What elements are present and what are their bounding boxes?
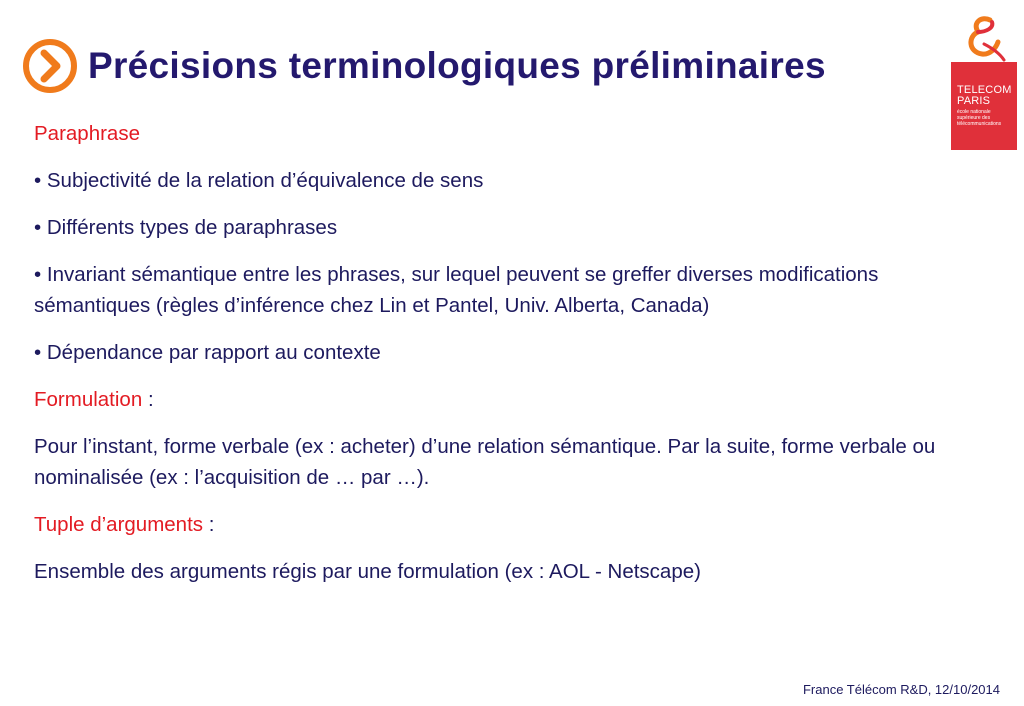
paraphrase-heading: Paraphrase <box>34 122 140 145</box>
tuple-colon: : <box>203 513 215 536</box>
logo-telecom-text: TELECOM <box>957 84 1012 96</box>
bullet-dependance: • Dépendance par rapport au contexte <box>34 341 381 364</box>
arrow-right-circle-icon <box>22 38 78 94</box>
tuple-text: Ensemble des arguments régis par une formulation (ex : AOL - Netscape) <box>34 560 701 583</box>
slide-title: Précisions terminologiques préliminaires <box>88 45 826 86</box>
bullet-types: • Différents types de paraphrases <box>34 216 338 239</box>
formulation-line <box>34 384 994 415</box>
tuple-line <box>34 509 994 540</box>
ampersand-logo-icon <box>960 14 1008 62</box>
slide-footer: France Télécom R&D, 12/10/2014 <box>802 682 1000 697</box>
formulation-text: Pour l’instant, forme verbale (ex : acheter) d’une relation sémantique. Par la suite, forme verbale ou nominalisée (ex : l’acquisition de … par …). <box>34 435 936 489</box>
tuple-heading: Tuple d’arguments <box>34 513 204 536</box>
bullet-subjectivite: • Subjectivité de la relation d’équivalence de sens <box>34 169 484 192</box>
bullet-invariant: • Invariant sémantique entre les phrases, sur lequel peuvent se greffer diverses modifications sémantiques (règles d’inférence chez Lin et Pantel, Univ. Alberta, Canada) <box>34 263 879 317</box>
formulation-heading: Formulation <box>34 388 143 411</box>
formulation-colon: : <box>142 388 154 411</box>
slide-body <box>34 118 994 603</box>
logo-subtitle-text: école nationale supérieure des télécommunications <box>957 109 1002 127</box>
logo-paris-text: PARIS <box>957 95 991 107</box>
